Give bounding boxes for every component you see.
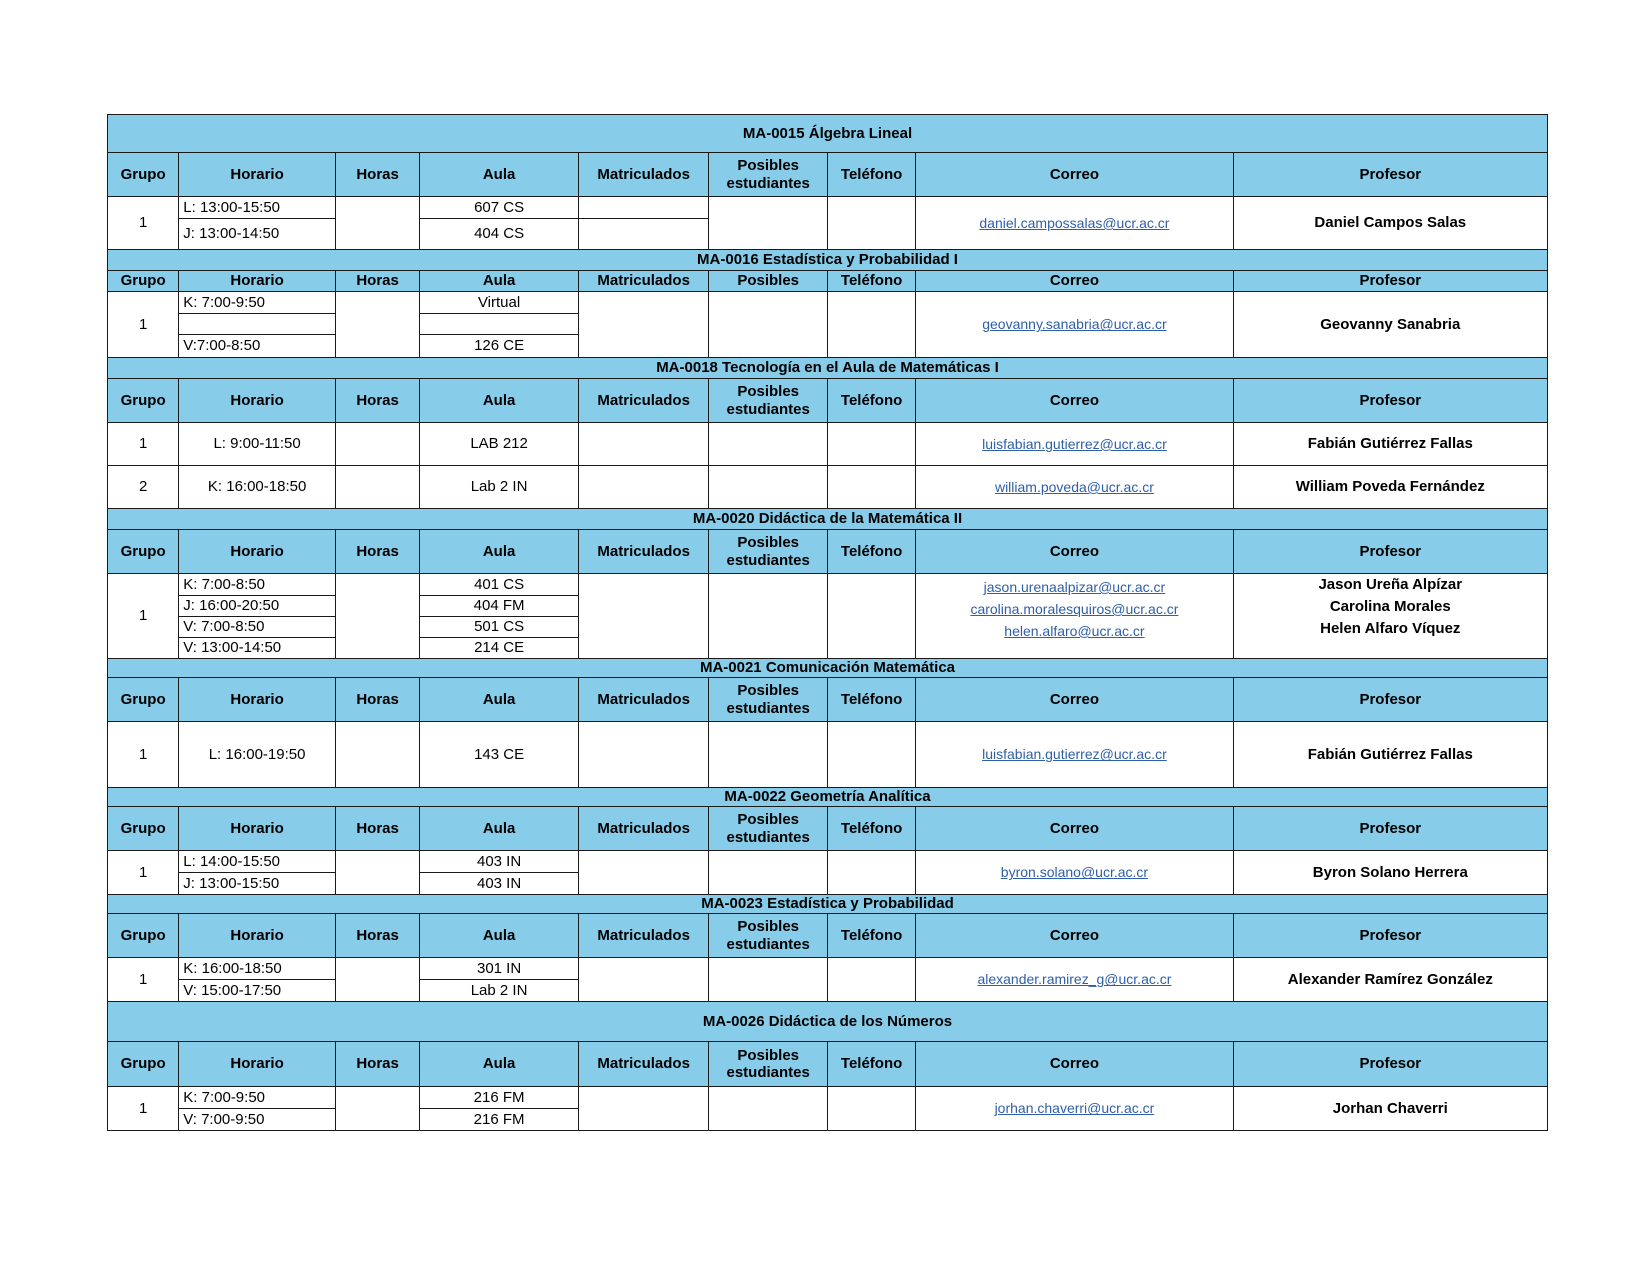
- email-cell: [916, 958, 1233, 1002]
- phone-cell: [827, 574, 915, 659]
- group-cell: 1: [108, 958, 179, 1002]
- header-horas: Horas: [335, 530, 419, 574]
- possible-students-cell: [709, 292, 827, 358]
- room-cell: 501 CS: [420, 617, 579, 638]
- header-telefono: Teléfono: [827, 678, 915, 722]
- email-link[interactable]: william.poveda@ucr.ac.cr: [994, 478, 1154, 495]
- email-cell: [916, 851, 1233, 895]
- schedule-cell: K: 7:00-8:50: [179, 574, 336, 596]
- room-cell: 216 FM: [420, 1087, 579, 1109]
- header-aula: Aula: [420, 153, 579, 197]
- header-horas: Horas: [335, 153, 419, 197]
- professor-cell: Byron Solano Herrera: [1233, 851, 1547, 895]
- enrolled-cell: [578, 292, 709, 358]
- room-cell: 403 IN: [420, 851, 579, 873]
- possible-students-cell: [709, 851, 827, 895]
- group-cell: 1: [108, 574, 179, 659]
- professor-name: Jason Ureña Alpízar: [1318, 576, 1463, 593]
- header-aula: Aula: [420, 678, 579, 722]
- hours-cell: [335, 574, 419, 659]
- header-aula: Aula: [420, 914, 579, 958]
- course-title: MA-0022 Geometría Analítica: [108, 788, 1548, 807]
- header-aula: Aula: [420, 807, 579, 851]
- header-horas: Horas: [335, 807, 419, 851]
- schedule-cell: J: 16:00-20:50: [179, 596, 336, 617]
- course-title: MA-0026 Didáctica de los Números: [108, 1002, 1548, 1042]
- header-horas: Horas: [335, 914, 419, 958]
- course-schedule-table: [107, 114, 1548, 1131]
- header-aula: Aula: [420, 379, 579, 423]
- header-profesor: Profesor: [1233, 914, 1547, 958]
- possible-students-cell: [709, 1087, 827, 1131]
- enrolled-cell: [578, 958, 709, 1002]
- header-horario: Horario: [179, 271, 336, 292]
- header-horas: Horas: [335, 271, 419, 292]
- header-telefono: Teléfono: [827, 153, 915, 197]
- hours-cell: [335, 423, 419, 466]
- professor-name: Carolina Morales: [1329, 598, 1451, 615]
- header-profesor: Profesor: [1233, 530, 1547, 574]
- possible-students-cell: [709, 197, 827, 250]
- hours-cell: [335, 958, 419, 1002]
- header-grupo: Grupo: [108, 678, 179, 722]
- header-correo: Correo: [916, 914, 1233, 958]
- room-cell: 401 CS: [420, 574, 579, 596]
- schedule-cell: K: 7:00-9:50: [179, 292, 336, 314]
- hours-cell: [335, 1087, 419, 1131]
- phone-cell: [827, 423, 915, 466]
- header-horas: Horas: [335, 678, 419, 722]
- group-cell: 1: [108, 197, 179, 250]
- enrolled-cell: [578, 851, 709, 895]
- header-matriculados: Matriculados: [578, 271, 709, 292]
- enrolled-cell: [578, 1087, 709, 1131]
- course-title: MA-0015 Álgebra Lineal: [108, 115, 1548, 153]
- header-horario: Horario: [179, 530, 336, 574]
- schedule-cell: [179, 314, 336, 335]
- hours-cell: [335, 197, 419, 250]
- schedule-cell: K: 16:00-18:50: [179, 466, 336, 509]
- header-matriculados: Matriculados: [578, 153, 709, 197]
- phone-cell: [827, 722, 915, 788]
- header-aula: Aula: [420, 530, 579, 574]
- header-horario: Horario: [179, 678, 336, 722]
- room-cell: 607 CS: [420, 197, 579, 219]
- header-horas: Horas: [335, 1042, 419, 1087]
- hours-cell: [335, 722, 419, 788]
- hours-cell: [335, 851, 419, 895]
- professor-cell: Fabián Gutiérrez Fallas: [1233, 423, 1547, 466]
- header-correo: Correo: [916, 530, 1233, 574]
- schedule-cell: L: 13:00-15:50: [179, 197, 336, 219]
- phone-cell: [827, 292, 915, 358]
- enrolled-cell: [578, 219, 709, 250]
- email-link[interactable]: jorhan.chaverri@ucr.ac.cr: [994, 1100, 1155, 1117]
- email-link[interactable]: jason.urenaalpizar@ucr.ac.cr: [983, 579, 1166, 595]
- possible-students-cell: [709, 466, 827, 509]
- course-title: MA-0018 Tecnología en el Aula de Matemáticas I: [108, 358, 1548, 379]
- header-matriculados: Matriculados: [578, 807, 709, 851]
- group-cell: 1: [108, 423, 179, 466]
- room-cell: 126 CE: [420, 335, 579, 358]
- email-link[interactable]: geovanny.sanabria@ucr.ac.cr: [982, 316, 1167, 333]
- header-posibles-estudiantes: Posibles estudiantes: [709, 379, 827, 423]
- schedule-cell: V: 7:00-8:50: [179, 617, 336, 638]
- professor-cell: Geovanny Sanabria: [1233, 292, 1547, 358]
- header-grupo: Grupo: [108, 530, 179, 574]
- email-cell: [916, 1087, 1233, 1131]
- enrolled-cell: [578, 466, 709, 509]
- schedule-cell: L: 14:00-15:50: [179, 851, 336, 873]
- professor-cell: [1233, 574, 1547, 659]
- group-cell: 1: [108, 292, 179, 358]
- header-grupo: Grupo: [108, 1042, 179, 1087]
- header-correo: Correo: [916, 379, 1233, 423]
- header-posibles-estudiantes: Posibles estudiantes: [709, 530, 827, 574]
- schedule-cell: J: 13:00-14:50: [179, 219, 336, 250]
- header-aula: Aula: [420, 1042, 579, 1087]
- room-cell: Virtual: [420, 292, 579, 314]
- header-posibles-estudiantes: Posibles estudiantes: [709, 678, 827, 722]
- header-horario: Horario: [179, 914, 336, 958]
- phone-cell: [827, 851, 915, 895]
- header-telefono: Teléfono: [827, 379, 915, 423]
- header-grupo: Grupo: [108, 153, 179, 197]
- room-cell: LAB 212: [420, 423, 579, 466]
- phone-cell: [827, 197, 915, 250]
- phone-cell: [827, 958, 915, 1002]
- header-posibles-estudiantes: Posibles estudiantes: [709, 807, 827, 851]
- professor-cell: William Poveda Fernández: [1233, 466, 1547, 509]
- header-grupo: Grupo: [108, 807, 179, 851]
- enrolled-cell: [578, 423, 709, 466]
- header-aula: Aula: [420, 271, 579, 292]
- group-cell: 2: [108, 466, 179, 509]
- phone-cell: [827, 1087, 915, 1131]
- room-cell: 404 FM: [420, 596, 579, 617]
- enrolled-cell: [578, 722, 709, 788]
- header-correo: Correo: [916, 153, 1233, 197]
- hours-cell: [335, 292, 419, 358]
- header-telefono: Teléfono: [827, 1042, 915, 1087]
- header-horario: Horario: [179, 1042, 336, 1087]
- room-cell: Lab 2 IN: [420, 980, 579, 1002]
- email-link[interactable]: byron.solano@ucr.ac.cr: [1000, 864, 1149, 881]
- course-title: MA-0016 Estadística y Probabilidad I: [108, 250, 1548, 271]
- email-cell: [916, 466, 1233, 509]
- header-profesor: Profesor: [1233, 1042, 1547, 1087]
- header-matriculados: Matriculados: [578, 1042, 709, 1087]
- header-horario: Horario: [179, 807, 336, 851]
- email-link[interactable]: helen.alfaro@ucr.ac.cr: [1004, 623, 1145, 639]
- course-title: MA-0020 Didáctica de la Matemática II: [108, 509, 1548, 530]
- email-link[interactable]: carolina.moralesquiros@ucr.ac.cr: [970, 601, 1179, 617]
- header-profesor: Profesor: [1233, 678, 1547, 722]
- email-link[interactable]: daniel.campossalas@ucr.ac.cr: [979, 214, 1170, 231]
- email-cell: [916, 197, 1233, 250]
- room-cell: 301 IN: [420, 958, 579, 980]
- email-cell: [916, 574, 1233, 659]
- course-title: MA-0021 Comunicación Matemática: [108, 659, 1548, 678]
- header-matriculados: Matriculados: [578, 530, 709, 574]
- header-telefono: Teléfono: [827, 271, 915, 292]
- hours-cell: [335, 466, 419, 509]
- possible-students-cell: [709, 574, 827, 659]
- header-correo: Correo: [916, 807, 1233, 851]
- group-cell: 1: [108, 851, 179, 895]
- group-cell: 1: [108, 722, 179, 788]
- email-link[interactable]: luisfabian.gutierrez@ucr.ac.cr: [982, 435, 1167, 452]
- email-link[interactable]: luisfabian.gutierrez@ucr.ac.cr: [982, 746, 1167, 763]
- professor-cell: Jorhan Chaverri: [1233, 1087, 1547, 1131]
- header-profesor: Profesor: [1233, 271, 1547, 292]
- header-posibles-estudiantes: Posibles estudiantes: [709, 1042, 827, 1087]
- header-telefono: Teléfono: [827, 807, 915, 851]
- schedule-cell: J: 13:00-15:50: [179, 873, 336, 895]
- room-cell: 214 CE: [420, 638, 579, 659]
- group-cell: 1: [108, 1087, 179, 1131]
- schedule-cell: V:7:00-8:50: [179, 335, 336, 358]
- email-cell: [916, 423, 1233, 466]
- header-profesor: Profesor: [1233, 807, 1547, 851]
- header-profesor: Profesor: [1233, 153, 1547, 197]
- room-cell: 143 CE: [420, 722, 579, 788]
- room-cell: 403 IN: [420, 873, 579, 895]
- room-cell: Lab 2 IN: [420, 466, 579, 509]
- phone-cell: [827, 466, 915, 509]
- email-cell: [916, 722, 1233, 788]
- header-grupo: Grupo: [108, 379, 179, 423]
- header-posibles: Posibles: [709, 271, 827, 292]
- header-profesor: Profesor: [1233, 379, 1547, 423]
- header-horas: Horas: [335, 379, 419, 423]
- course-title: MA-0023 Estadística y Probabilidad: [108, 895, 1548, 914]
- enrolled-cell: [578, 574, 709, 659]
- header-matriculados: Matriculados: [578, 678, 709, 722]
- header-posibles-estudiantes: Posibles estudiantes: [709, 153, 827, 197]
- header-telefono: Teléfono: [827, 530, 915, 574]
- professor-cell: Daniel Campos Salas: [1233, 197, 1547, 250]
- header-correo: Correo: [916, 271, 1233, 292]
- professor-cell: Alexander Ramírez González: [1233, 958, 1547, 1002]
- room-cell: 216 FM: [420, 1109, 579, 1131]
- enrolled-cell: [578, 197, 709, 219]
- header-correo: Correo: [916, 1042, 1233, 1087]
- possible-students-cell: [709, 423, 827, 466]
- email-cell: [916, 292, 1233, 358]
- header-horario: Horario: [179, 153, 336, 197]
- professor-cell: Fabián Gutiérrez Fallas: [1233, 722, 1547, 788]
- room-cell: [420, 314, 579, 335]
- schedule-cell: V: 13:00-14:50: [179, 638, 336, 659]
- possible-students-cell: [709, 958, 827, 1002]
- possible-students-cell: [709, 722, 827, 788]
- header-matriculados: Matriculados: [578, 379, 709, 423]
- schedule-cell: L: 16:00-19:50: [179, 722, 336, 788]
- schedule-cell: K: 16:00-18:50: [179, 958, 336, 980]
- professor-name: Helen Alfaro Víquez: [1320, 620, 1461, 637]
- header-correo: Correo: [916, 678, 1233, 722]
- schedule-cell: L: 9:00-11:50: [179, 423, 336, 466]
- header-matriculados: Matriculados: [578, 914, 709, 958]
- header-grupo: Grupo: [108, 271, 179, 292]
- schedule-cell: V: 15:00-17:50: [179, 980, 336, 1002]
- header-posibles-estudiantes: Posibles estudiantes: [709, 914, 827, 958]
- room-cell: 404 CS: [420, 219, 579, 250]
- header-telefono: Teléfono: [827, 914, 915, 958]
- schedule-cell: V: 7:00-9:50: [179, 1109, 336, 1131]
- schedule-cell: K: 7:00-9:50: [179, 1087, 336, 1109]
- header-horario: Horario: [179, 379, 336, 423]
- header-grupo: Grupo: [108, 914, 179, 958]
- email-link[interactable]: alexander.ramirez_g@ucr.ac.cr: [977, 971, 1172, 988]
